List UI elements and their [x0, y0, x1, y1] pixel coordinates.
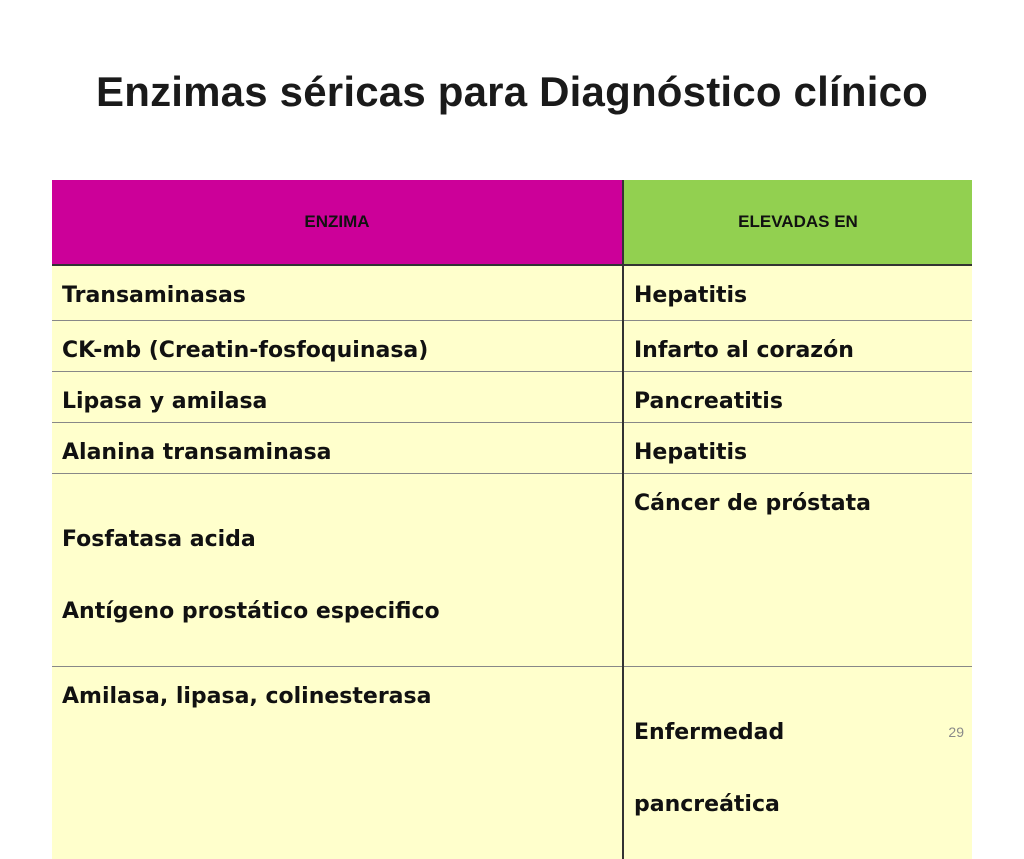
- enzyme-table: [52, 180, 972, 859]
- condition-cell: [623, 372, 972, 423]
- enzyme-cell: [52, 265, 623, 321]
- enzyme-text: Lipasa y amilasa: [62, 384, 612, 420]
- condition-cell: [623, 667, 972, 859]
- enzyme-text: Amilasa, lipasa, colinesterasa: [62, 679, 612, 715]
- enzyme-cell: [52, 667, 623, 859]
- table-row: [52, 667, 972, 859]
- enzyme-cell: [52, 321, 623, 372]
- condition-cell: [623, 321, 972, 372]
- table-row: [52, 423, 972, 474]
- condition-text: Enfermedad: [634, 715, 962, 751]
- condition-cell: [623, 474, 972, 667]
- condition-cell: [623, 265, 972, 321]
- table-header-row: [52, 180, 972, 265]
- enzyme-text: Antígeno prostático especifico: [62, 594, 612, 630]
- table-row: [52, 265, 972, 321]
- table-row: [52, 321, 972, 372]
- table-row: [52, 372, 972, 423]
- enzyme-text: Transaminasas: [62, 278, 612, 314]
- condition-cell: [623, 423, 972, 474]
- enzyme-cell: [52, 423, 623, 474]
- slide-title: Enzimas séricas para Diagnóstico clínico: [0, 68, 1024, 116]
- header-enzima: ENZIMA: [52, 180, 623, 265]
- enzyme-cell: [52, 372, 623, 423]
- condition-text: Infarto al corazón: [634, 333, 962, 369]
- condition-text: Hepatitis: [634, 278, 962, 314]
- enzyme-text: Alanina transaminasa: [62, 435, 612, 471]
- table-row: [52, 474, 972, 667]
- page-number: 29: [948, 724, 964, 740]
- condition-text: pancreática: [634, 787, 962, 823]
- enzyme-cell: [52, 474, 623, 667]
- header-elevadas-en: ELEVADAS EN: [623, 180, 972, 265]
- condition-text: Cáncer de próstata: [634, 486, 962, 522]
- enzyme-text: CK-mb (Creatin-fosfoquinasa): [62, 333, 612, 369]
- condition-text: Hepatitis: [634, 435, 962, 471]
- enzyme-text: Fosfatasa acida: [62, 522, 612, 558]
- condition-text: Pancreatitis: [634, 384, 962, 420]
